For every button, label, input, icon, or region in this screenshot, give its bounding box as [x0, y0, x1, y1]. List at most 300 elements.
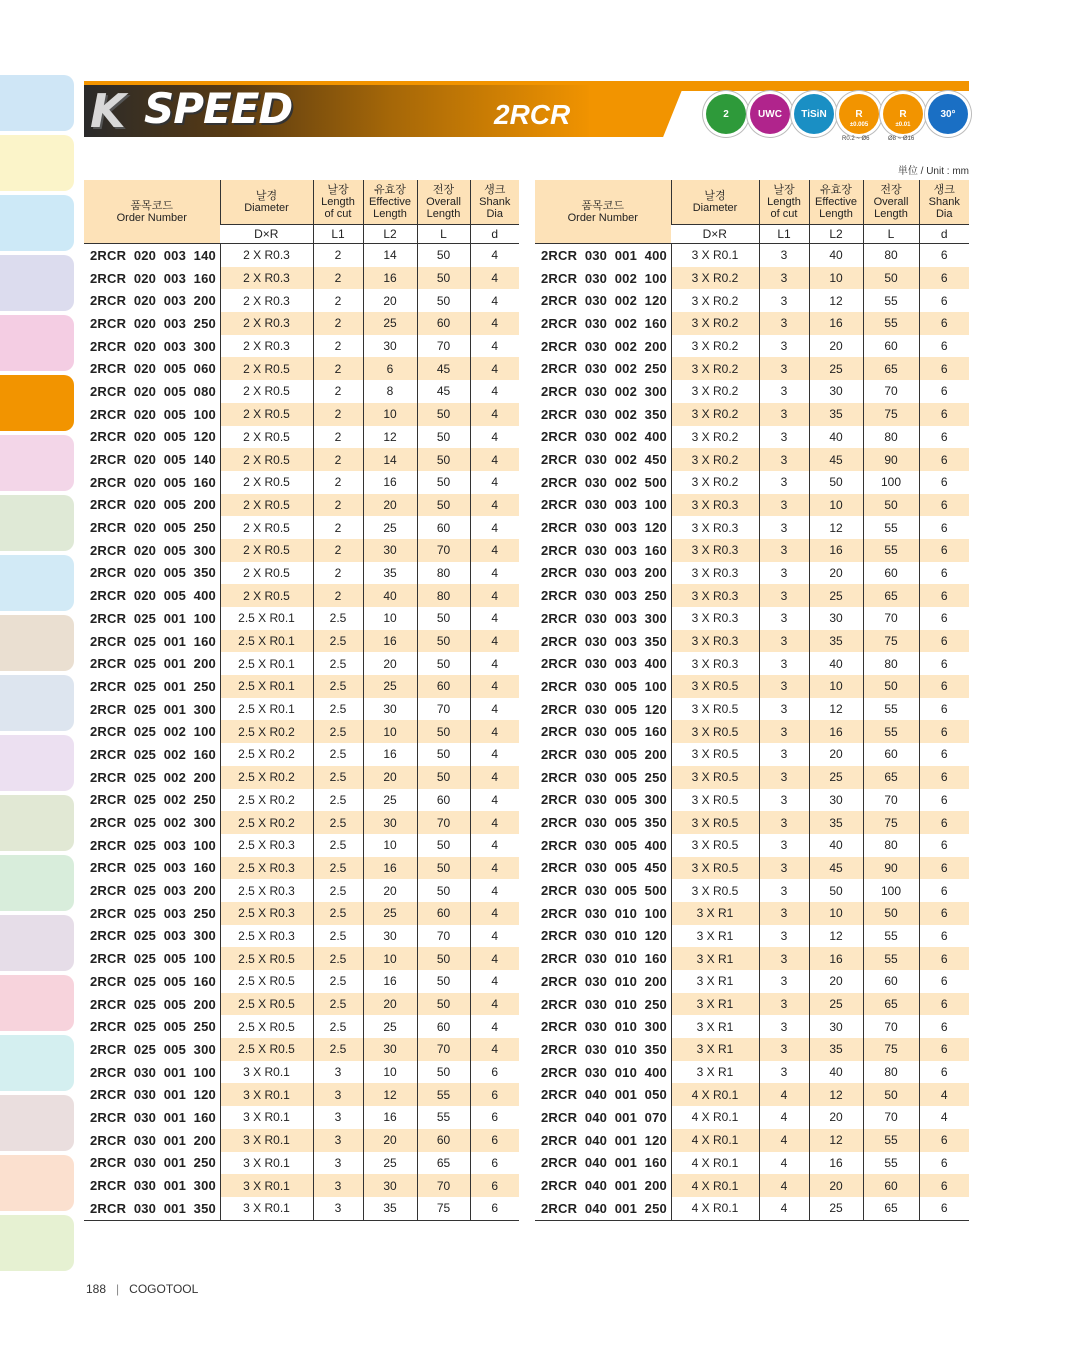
cell-diameter: 3 X R0.5 — [671, 834, 759, 857]
cell-effective-length: 25 — [809, 766, 863, 789]
section-tab[interactable] — [0, 495, 74, 551]
table-row — [535, 539, 969, 562]
cell-effective-length: 16 — [809, 720, 863, 743]
cell-shank-dia: 4 — [470, 925, 519, 948]
cell-overall-length: 90 — [863, 857, 919, 880]
cell-length-of-cut: 2.5 — [313, 947, 363, 970]
cell-overall-length: 65 — [863, 993, 919, 1016]
table-row — [84, 1129, 519, 1152]
cell-length-of-cut: 3 — [759, 993, 809, 1016]
badge-label: TiSiN — [801, 108, 827, 120]
table-row — [84, 539, 519, 562]
cell-order-number: 2RCR 025 002 200 — [90, 769, 216, 785]
cell-shank-dia: 6 — [919, 902, 969, 925]
table-row — [535, 993, 969, 1016]
cell-order-number: 2RCR 030 005 200 — [541, 746, 667, 762]
cell-effective-length: 25 — [809, 584, 863, 607]
cell-effective-length: 25 — [809, 1197, 863, 1220]
cell-order-number: 2RCR 030 003 120 — [541, 520, 667, 536]
cell-length-of-cut: 3 — [759, 879, 809, 902]
cell-overall-length: 45 — [417, 380, 470, 403]
cell-length-of-cut: 3 — [759, 380, 809, 403]
section-tab[interactable] — [0, 1095, 74, 1151]
footer-divider: | — [116, 1282, 120, 1296]
cell-shank-dia: 6 — [919, 244, 969, 267]
cell-effective-length: 16 — [363, 970, 417, 993]
cell-overall-length: 70 — [863, 380, 919, 403]
section-tab[interactable] — [0, 255, 74, 311]
table-row — [84, 879, 519, 902]
cell-shank-dia: 6 — [919, 403, 969, 426]
cell-overall-length: 50 — [417, 993, 470, 1016]
table-row — [535, 789, 969, 812]
cell-effective-length: 16 — [363, 1106, 417, 1129]
cell-length-of-cut: 3 — [759, 947, 809, 970]
table-row — [535, 471, 969, 494]
cell-overall-length: 70 — [417, 1038, 470, 1061]
cell-diameter: 2.5 X R0.5 — [220, 1015, 313, 1038]
cell-length-of-cut: 4 — [759, 1152, 809, 1175]
cell-overall-length: 55 — [863, 539, 919, 562]
cell-effective-length: 12 — [809, 1129, 863, 1152]
cell-length-of-cut: 3 — [759, 720, 809, 743]
cell-shank-dia: 4 — [470, 607, 519, 630]
cell-diameter: 2.5 X R0.2 — [220, 811, 313, 834]
cell-length-of-cut: 2 — [313, 539, 363, 562]
cell-diameter: 3 X R1 — [671, 902, 759, 925]
cell-length-of-cut: 3 — [759, 494, 809, 517]
section-tab[interactable] — [0, 195, 74, 251]
cell-length-of-cut: 3 — [759, 1015, 809, 1038]
cell-overall-length: 55 — [417, 1083, 470, 1106]
cell-order-number: 2RCR 030 002 250 — [541, 361, 667, 377]
cell-diameter: 3 X R0.5 — [671, 743, 759, 766]
cell-order-number: 2RCR 030 002 200 — [541, 338, 667, 354]
cell-length-of-cut: 3 — [759, 607, 809, 630]
sym-l1: L1 — [759, 225, 809, 244]
table-row — [535, 1174, 969, 1197]
table-row — [84, 834, 519, 857]
table-row — [535, 652, 969, 675]
cell-length-of-cut: 2.5 — [313, 766, 363, 789]
cell-effective-length: 10 — [363, 947, 417, 970]
cell-effective-length: 10 — [363, 720, 417, 743]
cell-length-of-cut: 3 — [759, 743, 809, 766]
cell-order-number: 2RCR 030 001 400 — [541, 247, 667, 263]
table-row — [535, 584, 969, 607]
cell-overall-length: 80 — [863, 426, 919, 449]
cell-length-of-cut: 2.5 — [313, 925, 363, 948]
cell-shank-dia: 6 — [919, 289, 969, 312]
cell-effective-length: 35 — [809, 1038, 863, 1061]
cell-overall-length: 50 — [863, 1083, 919, 1106]
cell-effective-length: 35 — [809, 403, 863, 426]
cell-effective-length: 40 — [809, 834, 863, 857]
cell-length-of-cut: 2 — [313, 584, 363, 607]
cell-effective-length: 30 — [363, 1174, 417, 1197]
cell-diameter: 2 X R0.5 — [220, 448, 313, 471]
cell-length-of-cut: 3 — [759, 403, 809, 426]
section-tab[interactable] — [0, 135, 74, 191]
table-row — [84, 1197, 519, 1220]
cell-effective-length: 40 — [809, 652, 863, 675]
cell-length-of-cut: 2 — [313, 562, 363, 585]
cell-diameter: 2 X R0.5 — [220, 403, 313, 426]
cell-effective-length: 50 — [809, 879, 863, 902]
cell-length-of-cut: 2 — [313, 403, 363, 426]
cell-effective-length: 20 — [363, 652, 417, 675]
cell-shank-dia: 6 — [919, 766, 969, 789]
cell-diameter: 3 X R1 — [671, 1015, 759, 1038]
cell-effective-length: 12 — [809, 925, 863, 948]
cell-shank-dia: 4 — [470, 584, 519, 607]
cell-diameter: 2 X R0.5 — [220, 539, 313, 562]
cell-effective-length: 50 — [809, 471, 863, 494]
section-tab[interactable] — [0, 795, 74, 851]
table-row — [535, 879, 969, 902]
cell-overall-length: 60 — [863, 970, 919, 993]
col-overall-length: 전장 Overall Length — [863, 180, 919, 225]
section-tabs — [0, 75, 74, 1275]
cell-diameter: 3 X R0.5 — [671, 766, 759, 789]
cell-order-number: 2RCR 020 005 250 — [90, 520, 216, 536]
cell-shank-dia: 4 — [470, 562, 519, 585]
cell-overall-length: 50 — [417, 857, 470, 880]
cell-order-number: 2RCR 030 010 300 — [541, 1019, 667, 1035]
table-row — [84, 494, 519, 517]
cell-diameter: 2 X R0.3 — [220, 335, 313, 358]
table-row — [535, 811, 969, 834]
table-row — [84, 471, 519, 494]
table-row — [84, 743, 519, 766]
cell-shank-dia: 4 — [470, 675, 519, 698]
sym-dxr: D×R — [671, 225, 759, 244]
cell-length-of-cut: 2 — [313, 335, 363, 358]
cell-shank-dia: 4 — [470, 516, 519, 539]
table-row — [84, 1106, 519, 1129]
cell-diameter: 2.5 X R0.3 — [220, 925, 313, 948]
cell-diameter: 3 X R0.5 — [671, 720, 759, 743]
cell-order-number: 2RCR 025 005 200 — [90, 996, 216, 1012]
cell-effective-length: 12 — [363, 426, 417, 449]
section-tab[interactable] — [0, 615, 74, 671]
cell-order-number: 2RCR 020 003 300 — [90, 338, 216, 354]
cell-shank-dia: 6 — [919, 426, 969, 449]
cell-overall-length: 60 — [417, 789, 470, 812]
cell-effective-length: 12 — [809, 1083, 863, 1106]
cell-effective-length: 10 — [363, 1061, 417, 1084]
cell-diameter: 3 X R0.2 — [671, 312, 759, 335]
cell-diameter: 2.5 X R0.2 — [220, 720, 313, 743]
cell-shank-dia: 6 — [919, 562, 969, 585]
col-diameter: 날경 Diameter — [671, 180, 759, 225]
cell-overall-length: 70 — [417, 811, 470, 834]
cell-shank-dia: 6 — [470, 1083, 519, 1106]
cell-length-of-cut: 3 — [759, 1038, 809, 1061]
cell-order-number: 2RCR 025 003 100 — [90, 837, 216, 853]
table-row — [535, 312, 969, 335]
cell-diameter: 3 X R0.1 — [220, 1083, 313, 1106]
feature-badge — [883, 94, 923, 134]
cell-shank-dia: 4 — [470, 652, 519, 675]
cell-order-number: 2RCR 030 010 120 — [541, 928, 667, 944]
cell-overall-length: 75 — [863, 1038, 919, 1061]
section-tab[interactable] — [0, 735, 74, 791]
cell-overall-length: 50 — [417, 426, 470, 449]
cell-effective-length: 20 — [809, 1106, 863, 1129]
table-row — [535, 947, 969, 970]
cell-length-of-cut: 2 — [313, 289, 363, 312]
table-row — [84, 993, 519, 1016]
cell-order-number: 2RCR 030 001 200 — [90, 1132, 216, 1148]
unit-label: 単位 / Unit : mm — [897, 166, 969, 177]
cell-diameter: 2 X R0.5 — [220, 380, 313, 403]
cell-diameter: 3 X R0.5 — [671, 857, 759, 880]
cell-length-of-cut: 3 — [759, 426, 809, 449]
cell-overall-length: 65 — [417, 1152, 470, 1175]
cell-diameter: 3 X R0.1 — [220, 1174, 313, 1197]
cell-diameter: 3 X R0.5 — [671, 879, 759, 902]
table-row — [535, 902, 969, 925]
cell-shank-dia: 4 — [470, 947, 519, 970]
cell-shank-dia: 4 — [470, 879, 519, 902]
cell-order-number: 2RCR 030 001 350 — [84, 1197, 220, 1220]
cell-order-number: 2RCR 030 010 160 — [541, 951, 667, 967]
cell-order-number: 2RCR 025 001 100 — [90, 610, 216, 626]
cell-effective-length: 25 — [363, 902, 417, 925]
cell-diameter: 2.5 X R0.1 — [220, 675, 313, 698]
cell-order-number: 2RCR 025 005 300 — [90, 1041, 216, 1057]
cell-overall-length: 75 — [863, 630, 919, 653]
cell-order-number: 2RCR 030 002 500 — [541, 474, 667, 490]
cell-effective-length: 12 — [363, 1083, 417, 1106]
feature-badge — [839, 94, 879, 134]
cell-overall-length: 55 — [863, 698, 919, 721]
cell-diameter: 3 X R1 — [671, 1061, 759, 1084]
cell-diameter: 2.5 X R0.5 — [220, 993, 313, 1016]
badge-note: R0.2 ~ Ø6 — [842, 136, 870, 142]
cell-shank-dia: 4 — [470, 357, 519, 380]
cell-length-of-cut: 3 — [759, 448, 809, 471]
cell-shank-dia: 4 — [470, 539, 519, 562]
cell-effective-length: 25 — [809, 357, 863, 380]
table-row — [84, 448, 519, 471]
cell-order-number: 2RCR 025 003 250 — [90, 905, 216, 921]
cell-overall-length: 80 — [863, 244, 919, 267]
cell-diameter: 3 X R0.2 — [671, 403, 759, 426]
cell-effective-length: 14 — [363, 448, 417, 471]
brand-k-logo: K — [90, 84, 126, 138]
cell-diameter: 2.5 X R0.1 — [220, 607, 313, 630]
table-row — [535, 403, 969, 426]
cell-order-number: 2RCR 030 010 200 — [541, 973, 667, 989]
section-tab[interactable] — [0, 75, 74, 131]
cell-shank-dia: 6 — [919, 516, 969, 539]
cell-order-number: 2RCR 025 003 300 — [90, 928, 216, 944]
cell-overall-length: 75 — [863, 811, 919, 834]
section-tab[interactable] — [0, 555, 74, 611]
cell-overall-length: 65 — [863, 1197, 919, 1220]
table-row — [84, 698, 519, 721]
cell-effective-length: 35 — [363, 1197, 417, 1220]
table-row — [535, 1061, 969, 1084]
section-tab[interactable] — [0, 315, 74, 371]
cell-diameter: 3 X R0.2 — [671, 380, 759, 403]
table-row — [535, 720, 969, 743]
cell-diameter: 3 X R0.2 — [671, 357, 759, 380]
badge-label: 2 — [723, 108, 729, 120]
table-row — [535, 289, 969, 312]
sym-d: d — [919, 225, 969, 244]
cell-overall-length: 50 — [417, 766, 470, 789]
cell-order-number: 2RCR 025 005 250 — [90, 1019, 216, 1035]
cell-effective-length: 45 — [809, 448, 863, 471]
cell-overall-length: 90 — [863, 448, 919, 471]
cell-effective-length: 30 — [363, 698, 417, 721]
cell-order-number: 2RCR 020 003 250 — [90, 315, 216, 331]
cell-order-number: 2RCR 020 005 120 — [90, 429, 216, 445]
cell-length-of-cut: 2 — [313, 471, 363, 494]
cell-order-number: 2RCR 030 002 350 — [541, 406, 667, 422]
section-tab[interactable] — [0, 1215, 74, 1271]
cell-overall-length: 70 — [417, 335, 470, 358]
cell-diameter: 3 X R0.3 — [671, 607, 759, 630]
cell-length-of-cut: 2.5 — [313, 630, 363, 653]
cell-effective-length: 10 — [809, 494, 863, 517]
cell-length-of-cut: 2.5 — [313, 902, 363, 925]
section-tab[interactable] — [0, 855, 74, 911]
cell-shank-dia: 6 — [919, 607, 969, 630]
section-tab[interactable] — [0, 975, 74, 1031]
cell-overall-length: 60 — [863, 335, 919, 358]
cell-length-of-cut: 3 — [759, 766, 809, 789]
cell-overall-length: 50 — [417, 244, 470, 267]
table-row — [84, 1083, 519, 1106]
spec-table-left — [84, 180, 519, 1221]
cell-shank-dia: 6 — [919, 993, 969, 1016]
cell-length-of-cut: 2.5 — [313, 834, 363, 857]
cell-shank-dia: 6 — [919, 652, 969, 675]
cell-order-number: 2RCR 025 005 100 — [90, 951, 216, 967]
cell-length-of-cut: 2.5 — [313, 720, 363, 743]
cell-overall-length: 55 — [863, 289, 919, 312]
table-row — [84, 1152, 519, 1175]
cell-effective-length: 10 — [809, 675, 863, 698]
table-row — [84, 380, 519, 403]
table-row — [535, 1197, 969, 1220]
cell-shank-dia: 4 — [470, 1038, 519, 1061]
cell-length-of-cut: 4 — [759, 1174, 809, 1197]
cell-effective-length: 30 — [809, 789, 863, 812]
cell-shank-dia: 4 — [470, 289, 519, 312]
cell-effective-length: 12 — [809, 289, 863, 312]
section-tab[interactable] — [0, 675, 74, 731]
cell-overall-length: 70 — [863, 607, 919, 630]
cell-order-number: 2RCR 030 010 350 — [541, 1041, 667, 1057]
cell-diameter: 2.5 X R0.5 — [220, 970, 313, 993]
page-number: 188 — [86, 1282, 107, 1296]
cell-length-of-cut: 3 — [759, 652, 809, 675]
cell-length-of-cut: 3 — [759, 834, 809, 857]
table-row — [84, 1061, 519, 1084]
cell-shank-dia: 4 — [470, 698, 519, 721]
table-row — [535, 448, 969, 471]
cell-shank-dia: 6 — [919, 1152, 969, 1175]
table-row — [535, 380, 969, 403]
cell-diameter: 3 X R0.1 — [220, 1061, 313, 1084]
cell-order-number: 2RCR 025 005 160 — [90, 973, 216, 989]
section-tab[interactable] — [0, 435, 74, 491]
cell-overall-length: 75 — [417, 1197, 470, 1220]
cell-order-number: 2RCR 030 003 100 — [541, 497, 667, 513]
cell-effective-length: 30 — [809, 607, 863, 630]
cell-order-number: 2RCR 030 005 400 — [541, 837, 667, 853]
section-tab[interactable] — [0, 1155, 74, 1211]
cell-shank-dia: 4 — [470, 312, 519, 335]
cell-overall-length: 100 — [863, 879, 919, 902]
cell-effective-length: 35 — [809, 811, 863, 834]
cell-effective-length: 25 — [363, 516, 417, 539]
table-row — [84, 426, 519, 449]
cell-order-number: 2RCR 030 005 250 — [541, 769, 667, 785]
cell-length-of-cut: 3 — [759, 698, 809, 721]
table-row — [84, 652, 519, 675]
col-order: 품목코드 Order Number — [84, 180, 220, 244]
cell-length-of-cut: 3 — [759, 1061, 809, 1084]
cell-overall-length: 50 — [417, 471, 470, 494]
cell-shank-dia: 4 — [470, 1015, 519, 1038]
cell-overall-length: 50 — [417, 834, 470, 857]
cell-shank-dia: 6 — [919, 743, 969, 766]
cell-diameter: 2 X R0.3 — [220, 289, 313, 312]
table-row — [535, 494, 969, 517]
cell-shank-dia: 4 — [470, 267, 519, 290]
cell-shank-dia: 6 — [470, 1197, 519, 1220]
cell-overall-length: 55 — [863, 925, 919, 948]
feature-badge — [928, 94, 968, 134]
cell-overall-length: 65 — [863, 357, 919, 380]
cell-shank-dia: 4 — [470, 244, 519, 267]
cell-shank-dia: 4 — [470, 766, 519, 789]
table-row — [84, 970, 519, 993]
cell-overall-length: 55 — [863, 312, 919, 335]
cell-length-of-cut: 3 — [759, 335, 809, 358]
table-row — [535, 1129, 969, 1152]
cell-overall-length: 50 — [863, 267, 919, 290]
cell-effective-length: 10 — [363, 403, 417, 426]
table-row — [535, 426, 969, 449]
section-tab[interactable] — [0, 375, 74, 431]
cell-shank-dia: 6 — [919, 471, 969, 494]
section-tab[interactable] — [0, 1035, 74, 1091]
cell-overall-length: 50 — [417, 289, 470, 312]
table-row — [535, 1152, 969, 1175]
cell-shank-dia: 6 — [919, 267, 969, 290]
cell-overall-length: 60 — [417, 1129, 470, 1152]
cell-length-of-cut: 2.5 — [313, 652, 363, 675]
cell-length-of-cut: 3 — [759, 811, 809, 834]
table-row — [84, 516, 519, 539]
cell-length-of-cut: 3 — [759, 902, 809, 925]
cell-effective-length: 35 — [809, 630, 863, 653]
section-tab[interactable] — [0, 915, 74, 971]
cell-diameter: 2 X R0.5 — [220, 494, 313, 517]
cell-diameter: 2.5 X R0.5 — [220, 947, 313, 970]
cell-effective-length: 20 — [363, 766, 417, 789]
cell-shank-dia: 6 — [919, 675, 969, 698]
cell-length-of-cut: 2 — [313, 357, 363, 380]
cell-overall-length: 70 — [417, 1174, 470, 1197]
